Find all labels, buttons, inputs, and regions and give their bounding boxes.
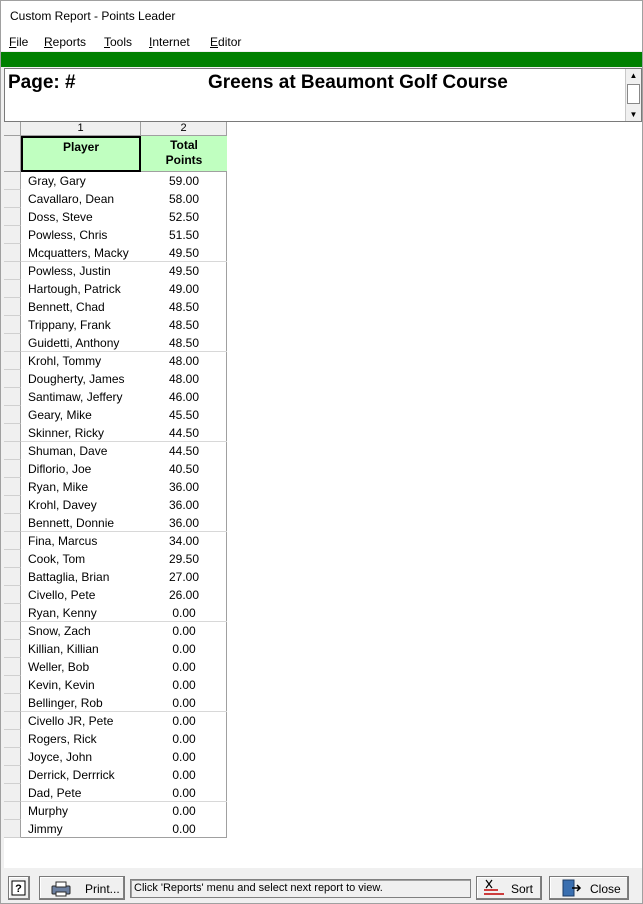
row-header[interactable]: [4, 190, 21, 208]
menu-file[interactable]: [9, 35, 28, 49]
cell-total-points[interactable]: 48.50: [168, 318, 200, 332]
help-icon: [9, 877, 29, 899]
cell-total-points[interactable]: 48.00: [168, 372, 200, 386]
row-header[interactable]: [4, 442, 21, 460]
table-row[interactable]: [4, 694, 227, 712]
cell-player-name[interactable]: Civello JR, Pete: [28, 714, 114, 728]
row-header[interactable]: [4, 514, 21, 532]
table-row[interactable]: [4, 316, 227, 334]
cell-total-points[interactable]: 0.00: [172, 624, 196, 638]
row-header[interactable]: [4, 658, 21, 676]
row-header[interactable]: [4, 766, 21, 784]
print-label: Print...: [85, 882, 120, 896]
column-header-player-label: Player: [62, 140, 100, 154]
row-header[interactable]: [4, 802, 21, 820]
table-row[interactable]: [4, 604, 227, 622]
sort-icon: [482, 878, 508, 898]
cell-player-name[interactable]: Killian, Killian: [28, 642, 99, 656]
row-header[interactable]: [4, 370, 21, 388]
cell-total-points[interactable]: 49.50: [168, 264, 200, 278]
cell-player-name[interactable]: Powless, Justin: [28, 264, 111, 278]
menu-file-label: ile: [16, 35, 29, 49]
cell-player-name[interactable]: Cook, Tom: [28, 552, 86, 566]
points-grid: [4, 122, 227, 838]
scroll-down-icon[interactable]: ▼: [629, 110, 638, 119]
cell-player-name[interactable]: Cavallaro, Dean: [28, 192, 115, 206]
row-header[interactable]: [4, 694, 21, 712]
row-header[interactable]: [4, 478, 21, 496]
row-header[interactable]: [4, 262, 21, 280]
menu-internet-key: I: [149, 35, 153, 49]
cell-total-points[interactable]: 48.50: [168, 336, 200, 350]
table-row[interactable]: [4, 208, 227, 226]
cell-player-name[interactable]: Dougherty, James: [28, 372, 125, 386]
row-header[interactable]: [4, 244, 21, 262]
cell-total-points[interactable]: 49.50: [168, 246, 200, 260]
cell-player-name[interactable]: Diflorio, Joe: [28, 462, 92, 476]
cell-total-points[interactable]: 27.00: [168, 570, 200, 584]
table-row[interactable]: [4, 640, 227, 658]
row-header[interactable]: [4, 280, 21, 298]
table-row[interactable]: [4, 388, 227, 406]
cell-player-name[interactable]: Jimmy: [28, 822, 63, 836]
cell-player-name[interactable]: Fina, Marcus: [28, 534, 98, 548]
cell-total-points[interactable]: 0.00: [172, 660, 196, 674]
row-header[interactable]: [4, 388, 21, 406]
title-bar: [1, 1, 642, 31]
cell-total-points[interactable]: 0.00: [172, 732, 196, 746]
table-row[interactable]: [4, 496, 227, 514]
cell-player-name[interactable]: Mcquatters, Macky: [28, 246, 129, 260]
table-row[interactable]: [4, 226, 227, 244]
row-header[interactable]: [4, 730, 21, 748]
table-row[interactable]: [4, 658, 227, 676]
row-header[interactable]: [4, 172, 21, 190]
cell-player-name[interactable]: Ryan, Kenny: [28, 606, 97, 620]
cell-total-points[interactable]: 36.00: [168, 516, 200, 530]
cell-player-name[interactable]: Bellinger, Rob: [28, 696, 103, 710]
cell-player-name[interactable]: Snow, Zach: [28, 624, 91, 638]
row-header[interactable]: [4, 334, 21, 352]
table-row[interactable]: [4, 586, 227, 604]
cell-total-points[interactable]: 36.00: [168, 480, 200, 494]
table-row[interactable]: [4, 532, 227, 550]
row-header[interactable]: [4, 676, 21, 694]
cell-total-points[interactable]: 44.50: [168, 426, 200, 440]
sort-label: Sort: [511, 882, 534, 896]
menu-reports-label: eports: [52, 35, 87, 49]
table-row[interactable]: [4, 820, 227, 838]
row-header[interactable]: [4, 460, 21, 478]
cell-player-name[interactable]: Kevin, Kevin: [28, 678, 95, 692]
table-row[interactable]: [4, 352, 227, 370]
column-header-points-line1: Total: [170, 138, 198, 152]
row-header[interactable]: [4, 550, 21, 568]
row-header[interactable]: [4, 406, 21, 424]
row-header[interactable]: [4, 712, 21, 730]
cell-player-name[interactable]: Battaglia, Brian: [28, 570, 110, 584]
cell-player-name[interactable]: Murphy: [28, 804, 69, 818]
table-row[interactable]: [4, 784, 227, 802]
cell-player-name[interactable]: Guidetti, Anthony: [28, 336, 120, 350]
cell-player-name[interactable]: Krohl, Tommy: [28, 354, 102, 368]
cell-player-name[interactable]: Santimaw, Jeffery: [28, 390, 123, 404]
menu-internet-label: nternet: [152, 35, 190, 49]
table-row[interactable]: [4, 442, 227, 460]
cell-total-points[interactable]: 0.00: [172, 822, 196, 836]
row-header[interactable]: [4, 604, 21, 622]
column-header-points-line2: Points: [165, 153, 203, 167]
cell-player-name[interactable]: Civello, Pete: [28, 588, 96, 602]
row-header[interactable]: [4, 298, 21, 316]
cell-total-points[interactable]: 0.00: [172, 804, 196, 818]
column-header-row: [4, 136, 227, 172]
menu-reports-key: R: [44, 35, 53, 49]
table-row[interactable]: [4, 190, 227, 208]
cell-total-points[interactable]: 34.00: [168, 534, 200, 548]
cell-total-points[interactable]: 46.00: [168, 390, 200, 404]
table-row[interactable]: [4, 766, 227, 784]
status-bar: [1, 869, 642, 903]
cell-player-name[interactable]: Gray, Gary: [28, 174, 86, 188]
cell-total-points[interactable]: 59.00: [168, 174, 200, 188]
table-row[interactable]: [4, 514, 227, 532]
row-header[interactable]: [4, 352, 21, 370]
cell-player-name[interactable]: Doss, Steve: [28, 210, 93, 224]
cell-total-points[interactable]: 26.00: [168, 588, 200, 602]
cell-total-points[interactable]: 0.00: [172, 678, 196, 692]
menu-tools[interactable]: [104, 35, 132, 49]
cell-player-name[interactable]: Rogers, Rick: [28, 732, 97, 746]
grid-area: [4, 122, 642, 868]
table-row[interactable]: [4, 712, 227, 730]
cell-total-points[interactable]: 36.00: [168, 498, 200, 512]
table-row[interactable]: [4, 730, 227, 748]
table-row[interactable]: [4, 802, 227, 820]
close-button[interactable]: [549, 876, 629, 900]
cell-total-points[interactable]: 49.00: [168, 282, 200, 296]
table-row[interactable]: [4, 478, 227, 496]
table-row[interactable]: [4, 460, 227, 478]
cell-total-points[interactable]: 0.00: [172, 768, 196, 782]
table-row[interactable]: [4, 334, 227, 352]
scroll-up-icon[interactable]: ▲: [629, 71, 638, 80]
table-row[interactable]: [4, 298, 227, 316]
status-message: Click 'Reports' menu and select next report to view.: [130, 879, 471, 898]
menu-internet[interactable]: [149, 35, 190, 49]
printer-icon: [50, 880, 72, 898]
cell-player-name[interactable]: Trippany, Frank: [28, 318, 111, 332]
table-row[interactable]: [4, 172, 227, 190]
cell-total-points[interactable]: 40.50: [168, 462, 200, 476]
menu-tools-key: T: [104, 35, 110, 49]
cell-player-name[interactable]: Bennett, Donnie: [28, 516, 115, 530]
row-header[interactable]: [4, 568, 21, 586]
cell-player-name[interactable]: Weller, Bob: [28, 660, 90, 674]
cell-total-points[interactable]: 51.50: [168, 228, 200, 242]
row-header[interactable]: [4, 622, 21, 640]
row-header[interactable]: [4, 226, 21, 244]
cell-total-points[interactable]: 29.50: [168, 552, 200, 566]
table-row[interactable]: [4, 280, 227, 298]
column-number-1[interactable]: 1: [21, 122, 141, 136]
menu-editor-key: E: [210, 35, 219, 49]
cell-total-points[interactable]: 44.50: [168, 444, 200, 458]
menu-bar: [1, 31, 642, 51]
cell-player-name[interactable]: Joyce, John: [28, 750, 93, 764]
table-row[interactable]: [4, 568, 227, 586]
row-header[interactable]: [4, 640, 21, 658]
cell-total-points[interactable]: 0.00: [172, 606, 196, 620]
help-button[interactable]: [8, 876, 30, 900]
menu-file-key: F: [9, 35, 17, 49]
cell-total-points[interactable]: 48.50: [168, 300, 200, 314]
table-row[interactable]: [4, 424, 227, 442]
table-row[interactable]: [4, 262, 227, 280]
header-scrollbar[interactable]: [625, 69, 641, 121]
cell-player-name[interactable]: Skinner, Ricky: [28, 426, 105, 440]
cell-total-points[interactable]: 0.00: [172, 750, 196, 764]
cell-total-points[interactable]: 0.00: [172, 642, 196, 656]
cell-player-name[interactable]: Hartough, Patrick: [28, 282, 121, 296]
page-label: Page: #: [8, 72, 76, 93]
table-row[interactable]: [4, 370, 227, 388]
help-label: ?: [15, 883, 22, 895]
menu-editor[interactable]: [210, 35, 241, 49]
table-row[interactable]: [4, 244, 227, 262]
report-header-panel: [4, 68, 642, 122]
scroll-thumb[interactable]: [627, 84, 640, 104]
print-button[interactable]: [39, 876, 125, 900]
row-header[interactable]: [4, 820, 21, 838]
table-row[interactable]: [4, 676, 227, 694]
menu-reports[interactable]: [44, 35, 86, 49]
close-label: Close: [590, 882, 621, 896]
cell-total-points[interactable]: 52.50: [168, 210, 200, 224]
row-header[interactable]: [4, 316, 21, 334]
window-title: Custom Report - Points Leader: [10, 9, 176, 23]
grid-corner[interactable]: [4, 122, 21, 136]
cell-player-name[interactable]: Geary, Mike: [28, 408, 92, 422]
cell-total-points[interactable]: 0.00: [172, 714, 196, 728]
table-row[interactable]: [4, 748, 227, 766]
accent-bar: [1, 52, 642, 67]
row-header[interactable]: [4, 424, 21, 442]
table-row[interactable]: [4, 406, 227, 424]
row-header[interactable]: [4, 532, 21, 550]
row-header[interactable]: [4, 208, 21, 226]
cell-total-points[interactable]: 0.00: [172, 786, 196, 800]
column-header-total-points[interactable]: [141, 136, 227, 172]
cell-total-points[interactable]: 48.00: [168, 354, 200, 368]
cell-player-name[interactable]: Bennett, Chad: [28, 300, 105, 314]
cell-player-name[interactable]: Powless, Chris: [28, 228, 108, 242]
cell-player-name[interactable]: Krohl, Davey: [28, 498, 97, 512]
cell-player-name[interactable]: Dad, Pete: [28, 786, 82, 800]
row-header[interactable]: [4, 496, 21, 514]
menu-editor-label: ditor: [218, 35, 242, 49]
menu-tools-label: ools: [110, 35, 133, 49]
column-number-row: [4, 122, 227, 136]
row-header[interactable]: [4, 586, 21, 604]
table-row[interactable]: [4, 622, 227, 640]
cell-total-points[interactable]: 45.50: [168, 408, 200, 422]
sort-button[interactable]: [476, 876, 542, 900]
row-header[interactable]: [4, 784, 21, 802]
column-number-2[interactable]: 2: [141, 122, 227, 136]
row-header[interactable]: [4, 136, 21, 172]
report-title: Greens at Beaumont Golf Course: [208, 72, 508, 93]
cell-player-name[interactable]: Ryan, Mike: [28, 480, 89, 494]
table-row[interactable]: [4, 550, 227, 568]
cell-player-name[interactable]: Shuman, Dave: [28, 444, 108, 458]
close-door-icon: [560, 878, 582, 898]
cell-player-name[interactable]: Derrick, Derrrick: [28, 768, 115, 782]
cell-total-points[interactable]: 0.00: [172, 696, 196, 710]
cell-total-points[interactable]: 58.00: [168, 192, 200, 206]
row-header[interactable]: [4, 748, 21, 766]
column-header-player[interactable]: [21, 136, 141, 172]
